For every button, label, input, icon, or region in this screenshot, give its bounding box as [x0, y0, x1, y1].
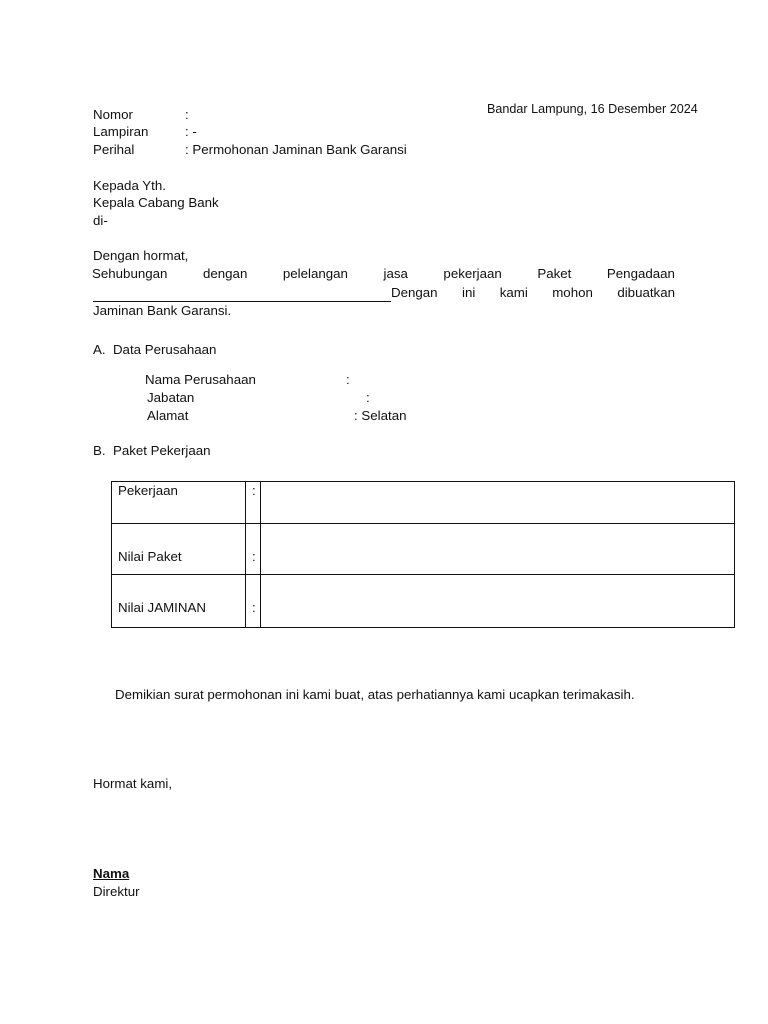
greeting: Dengan hormat, [93, 248, 189, 263]
paragraph-word: pelelangan [282, 266, 348, 281]
paragraph-line-1 [92, 265, 675, 283]
signatory-name: Nama [93, 866, 130, 881]
jabatan-value: : [366, 390, 370, 405]
nama-perusahaan-label: Nama Perusahaan [145, 372, 256, 387]
alamat-label: Alamat [147, 408, 189, 423]
paragraph-word: pekerjaan [443, 266, 502, 281]
lampiran-value: : - [185, 124, 197, 139]
paragraph-word: Sehubungan [92, 266, 168, 281]
row-colon: : [246, 575, 261, 628]
paket-pekerjaan-table [111, 481, 735, 628]
section-a-title: A. Data Perusahaan [93, 342, 217, 357]
letter-date: Bandar Lampung, 16 Desember 2024 [487, 102, 698, 116]
table-row [112, 524, 735, 575]
lampiran-label: Lampiran [93, 124, 149, 139]
paragraph-word-with-blank [93, 284, 438, 302]
alamat-value: : Selatan [354, 408, 407, 423]
paragraph-word: ini [462, 285, 476, 300]
paragraph-word: dibuatkan [617, 285, 675, 300]
paragraph-line-2 [93, 284, 675, 302]
paragraph-word: Dengan [391, 285, 438, 300]
recipient-line-2: Kepala Cabang Bank [93, 195, 219, 210]
table-row [112, 575, 735, 628]
paragraph-word: jasa [383, 266, 408, 281]
row-colon: : [246, 482, 261, 524]
closing-text: Demikian surat permohonan ini kami buat, atas perhatiannya kami ucapkan terimakasih. [115, 687, 635, 702]
row-label: Nilai Paket [112, 524, 246, 575]
signatory-position: Direktur [93, 884, 140, 899]
row-value [260, 482, 734, 524]
table-row [112, 482, 735, 524]
nomor-label: Nomor [93, 107, 133, 122]
row-colon: : [246, 524, 261, 575]
row-value [260, 575, 734, 628]
nomor-value: : [185, 107, 189, 122]
paragraph-line-3: Jaminan Bank Garansi. [93, 303, 232, 318]
paragraph-word: kami [499, 285, 528, 300]
jabatan-label: Jabatan [147, 390, 195, 405]
paragraph-word: Pengadaan [606, 266, 675, 281]
recipient-line-1: Kepada Yth. [93, 178, 166, 193]
paragraph-word: Paket [537, 266, 572, 281]
paragraph-word: dengan [202, 266, 248, 281]
perihal-value: : Permohonan Jaminan Bank Garansi [185, 142, 407, 157]
row-value [260, 524, 734, 575]
paragraph-word: mohon [552, 285, 593, 300]
nama-perusahaan-value: : [346, 372, 350, 387]
row-label: Pekerjaan [112, 482, 246, 524]
perihal-label: Perihal [93, 142, 135, 157]
row-label: Nilai JAMINAN [112, 575, 246, 628]
section-b-title: B. Paket Pekerjaan [93, 443, 211, 458]
recipient-line-3: di- [93, 213, 108, 228]
fill-in-blank [93, 287, 391, 302]
regards: Hormat kami, [93, 776, 173, 791]
